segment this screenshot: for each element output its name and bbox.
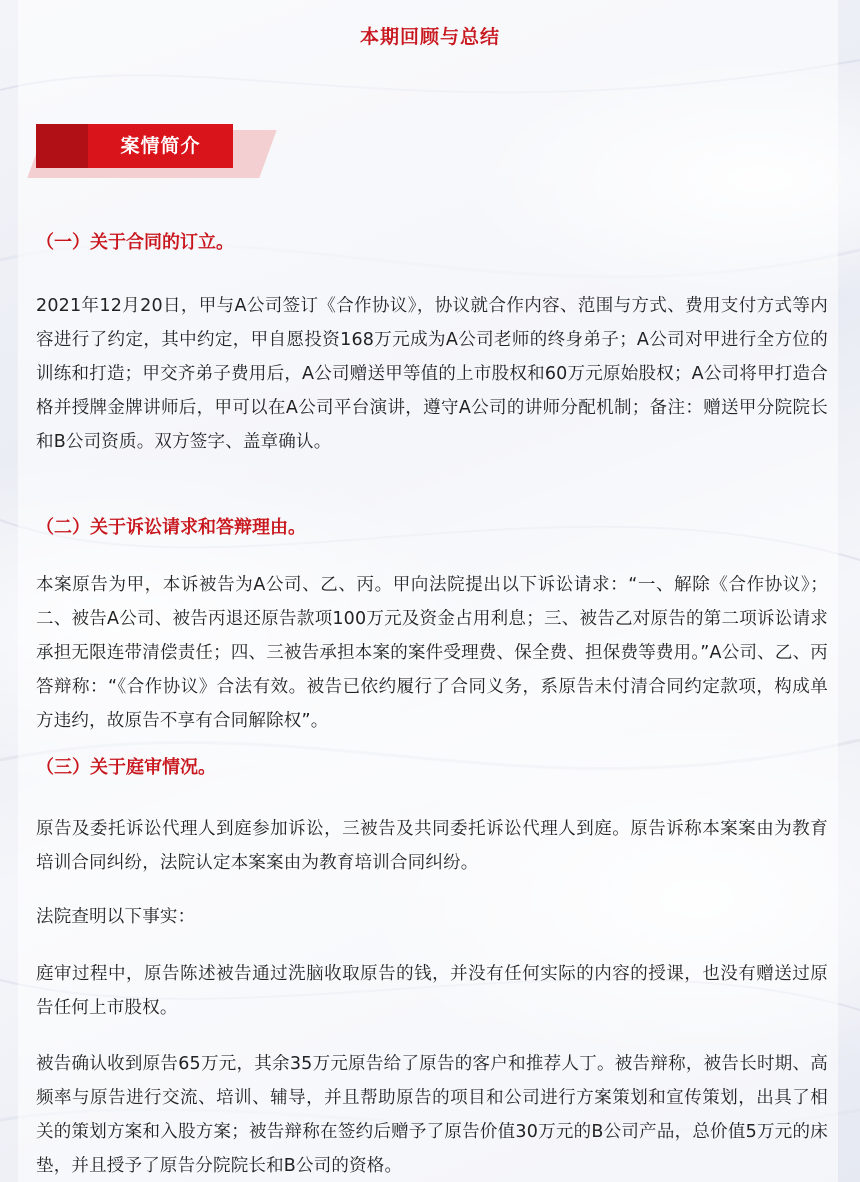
paragraph-claims: 本案原告为甲，本诉被告为A公司、乙、丙。甲向法院提出以下诉讼请求：“一、解除《合作协议》；二、被告A公司、被告丙退还原告款项100万元及资金占用利息；三、被告乙对原告的第二项诉讼请求承担无限连带清偿责任；四、三被告承担本案的案件受理费、保全费、担保费等费用。”A公司、乙、丙答辩称：“《合作协议》合法有效。被告已依约履行了合同义务，系原告未付清合同约定款项，构成单方违约，故原告不享有合同解除权”。 [36,575,828,731]
paragraph-trial-attendance: 原告及委托诉讼代理人到庭参加诉讼，三被告及共同委托诉讼代理人到庭。原告诉称本案案由为教育培训合同纠纷，法院认定本案案由为教育培训合同纠纷。 [36,819,828,873]
paragraph-trial-defendant-statement: 被告确认收到原告65万元，其余35万元原告给了原告的客户和推荐人丁。被告辩称，被告长时期、高频率与原告进行交流、培训、辅导，并且帮助原告的项目和公司进行方案策划和宣传策划，出具了相关的策划方案和入股方案；被告辩称在签约后赠予了原告价值30万元的B公司产品，总价值5万元的床垫，并且授予了原告分院院长和B公司的资格。 [36,1054,828,1176]
banner-accent [36,124,94,168]
section-banner [36,124,236,170]
paragraph-contract: 2021年12月20日，甲与A公司签订《合作协议》，协议就合作内容、范围与方式、费用支付方式等内容进行了约定，其中约定，甲自愿投资168万元成为A公司老师的终身弟子；A公司对甲进行全方位的训练和打造；甲交齐弟子费用后，A公司赠送甲等值的上市股权和60万元原始股权；A公司将甲打造合格并授牌金牌讲师后，甲可以在A公司平台演讲，遵守A公司的讲师分配机制；备注：赠送甲分院院长和B公司资质。双方签字、盖章确认。 [36,296,828,452]
section-heading-trial: （三）关于庭审情况。 [36,757,216,778]
paragraph-trial-facts-intro: 法院查明以下事实： [36,907,196,927]
banner-label: 案情简介 [120,135,201,157]
page-title: 本期回顾与总结 [359,26,500,48]
section-heading-contract: （一）关于合同的订立。 [36,232,234,253]
section-heading-claims: （二）关于诉讼请求和答辩理由。 [36,517,306,538]
paragraph-trial-plaintiff-statement: 庭审过程中，原告陈述被告通过洗脑收取原告的钱，并没有任何实际的内容的授课，也没有赠送过原告任何上市股权。 [36,964,828,1018]
